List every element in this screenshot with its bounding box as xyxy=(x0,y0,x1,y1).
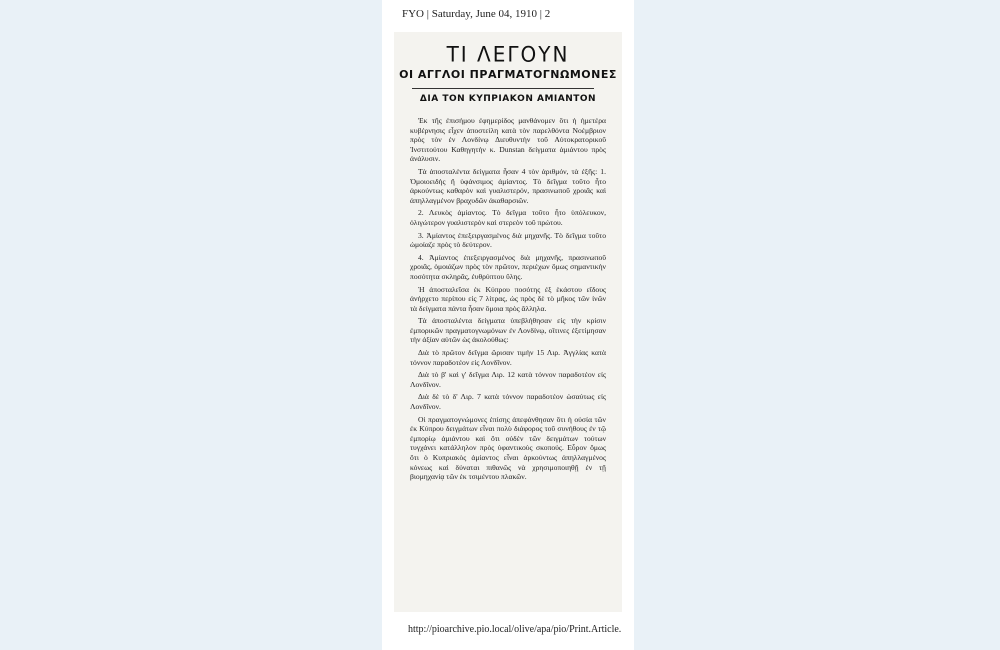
publication-header: FYO | Saturday, June 04, 1910 | 2 xyxy=(402,8,551,20)
article-paragraph: 4. Ἀμίαντος ἐπεξειργασμένος διὰ μηχανῆς, πρασινωποῦ χροιᾶς, ὁμοιάζων πρὸς τὸν πρῶτον, περιέχων ὅμως σημαντικὴν ποσότητα σκληρᾶς, ἐυθρύπτου ὕλης. xyxy=(410,252,606,281)
newspaper-clipping xyxy=(394,32,622,612)
article-paragraph: Τὰ ἀποσταλέντα δείγματα ὑπεβλήθησαν εἰς τὴν κρίσιν ἐμπορικῶν πραγματογνωμόνων ἐν Λονδίνῳ, οἵτινες ἐξετίμησαν τὴν ἀξίαν αὐτῶν ὡς ἀκολούθως: xyxy=(410,316,606,345)
source-url: http://pioarchive.pio.local/olive/apa/pio/Print.Article. xyxy=(408,624,622,635)
article-paragraph: 3. Ἀμίαντος ἐπεξειργασμένος διὰ μηχανῆς. Τὸ δεῖγμα τοῦτο ὡμοίαζε πρὸς τὸ δεύτερον. xyxy=(410,230,606,250)
article-paragraph: 2. Λευκὸς ἀμίαντος. Τὸ δεῖγμα τοῦτο ἦτο ὑπόλευκον, ὀλιγώτερον γυαλιστερὸν καὶ στερεὸν τοῦ πρώτου. xyxy=(410,208,606,227)
article-paragraph: Ἡ ἀποσταλεῖσα ἐκ Κύπρου ποσότης ἐξ ἑκάστου εἴδους ἀνήρχετο περίπου εἰς 7 λίτρας, ὡς πρὸς δὲ τὸ μῆκος τῶν ἰνῶν τὰ δείγματα πάντα ἦσαν ὅμοια πρὸς ἄλληλα. xyxy=(410,284,606,313)
article-paragraph: Τὰ ἀποσταλέντα δείγματα ἦσαν 4 τὸν ἀριθμόν, τὰ ἑξῆς: 1. Ὁμοιοειδὴς ἢ ὑφάνσιμος ἀμίαντος. Τὸ δεῖγμα τοῦτο ἦτο ἀρκούντως καθαρὸν καὶ γυαλιστερόν, πρασινωποῦ χροιᾶς καὶ ἀπηλλαγμένον βραχυδῶν ἀκαθαρσιῶν. xyxy=(410,166,606,205)
divider-rule xyxy=(412,88,594,89)
article-paragraph: Ἐκ τῆς ἐπισήμου ἐφημερίδος μανθάνομεν ὅτι ἡ ἡμετέρα κυβέρνησις εἶχεν ἀποστείλη κατὰ τὸν παρελθόντα Νοέμβριον πρὸς τὸν ἐν Λονδίνῳ Διευθυντὴν τοῦ Αὐτοκρατορικοῦ Ἰνστιτούτου Καθηγητὴν κ. Dunstan δείγματα ἀμιάντου πρὸς ἀνάλυσιν. xyxy=(410,116,606,164)
article-paragraph: Διὰ τὸ β' καὶ γ' δεῖγμα Λιρ. 12 κατὰ τόννον παραδοτέον εἰς Λονδῖνον. xyxy=(410,370,606,389)
article-paragraph: Διὰ δὲ τὸ δ' Λιρ. 7 κατὰ τόννον παραδοτέον ὡσαύτως εἰς Λονδῖνον. xyxy=(410,392,606,412)
article-paragraph: Οἱ πραγματογνώμονες ἐπίσης ἀπεφάνθησαν ὅτι ἡ οὐσία τῶν ἐκ Κύπρου δειγμάτων εἶναι πολὺ διάφορος τοῦ συνήθους ἐν τῷ ἐμπορίῳ ἀμιάντου καὶ ὅτι οὐδὲν τῶν δειγμάτων τούτων τυγχάνει κατάλληλον πρὸς ὑφαντικοὺς σκοπούς. Εὗρον ὅμως ὅτι ὁ Κυπριακὸς ἀμίαντος εἶναι ἀρκούντως ἀπηλλαγμένος κόνεως καὶ δύναται πιθανῶς νὰ χρησιμοποιηθῇ ἐν τῇ βιομηχανίᾳ τῶν ἐκ τσιμέντου πλακῶν. xyxy=(410,414,606,482)
article-body xyxy=(410,116,606,485)
article-headline: ΤΙ ΛΕΓΟΥΝ xyxy=(446,41,570,67)
article-headline-secondary: ΟΙ ΑΓΓΛΟΙ ΠΡΑΓΜΑΤΟΓΝΩΜΟΝΕΣ xyxy=(399,68,617,81)
article-paragraph: Διὰ τὸ πρῶτον δεῖγμα ὥρισαν τιμὴν 15 Λιρ. Ἀγγλίας κατὰ τόννον παραδοτέον εἰς Λονδῖνον. xyxy=(410,348,606,367)
article-subheadline: ΔΙΑ ΤΟΝ ΚΥΠΡΙΑΚΟΝ ΑΜΙΑΝΤΟΝ xyxy=(419,94,597,104)
print-page xyxy=(382,0,634,650)
